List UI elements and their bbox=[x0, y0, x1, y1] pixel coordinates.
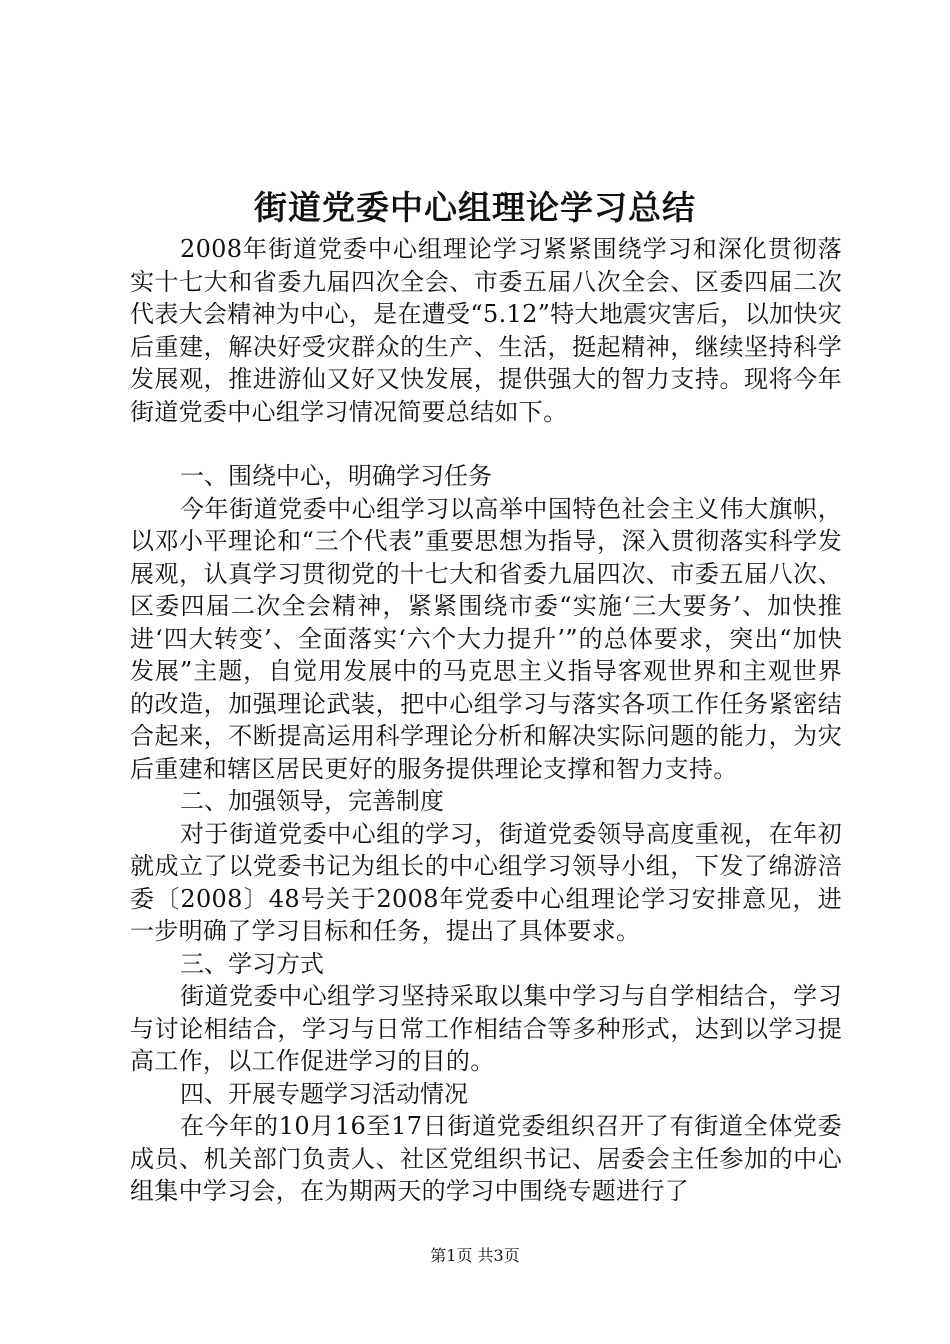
section-text-3: 街道党委中心组学习坚持采取以集中学习与自学相结合，学习与讨论相结合，学习与日常工作相结合等多种形式，达到以学习提高工作，以工作促进学习的目的。 bbox=[130, 982, 842, 1075]
section-text-4: 在今年的10月16至17日街道党委组织召开了有街道全体党委成员、机关部门负责人、社区党组织书记、居委会主任参加的中心组集中学习会，在为期两天的学习中围绕专题进行了 bbox=[130, 1112, 842, 1205]
section-text-1: 今年街道党委中心组学习以高举中国特色社会主义伟大旗帜，以邓小平理论和“三个代表”重要思想为指导，深入贯彻落实科学发展观，认真学习贯彻党的十七大和省委九届四次、市委五届八次、区委四届二次全会精神，紧紧围绕市委“实施‘三大要务’、加快推进‘四大转变’、全面落实‘六个大力提升’”的总体要求，突出“加快发展”主题，自觉用发展中的马克思主义指导客观世界和主观世界的改造，加强理论武装，把中心组学习与落实各项工作任务紧密结合起来，不断提高运用科学理论分析和解决实际问题的能力，为灾后重建和辖区居民更好的服务提供理论支撑和智力支持。 bbox=[130, 494, 842, 783]
document-body bbox=[130, 233, 842, 1208]
intro-paragraph: 2008年街道党委中心组理论学习紧紧围绕学习和深化贯彻落实十七大和省委九届四次全会、市委五届八次全会、区委四届二次代表大会精神为中心，是在遭受“5.12”特大地震灾害后，以加快灾后重建，解决好受灾群众的生产、生活，挺起精神，继续坚持科学发展观，推进游仙又好又快发展，提供强大的智力支持。现将今年街道党委中心组学习情况简要总结如下。 bbox=[130, 235, 842, 426]
section-heading-3: 三、学习方式 bbox=[180, 949, 324, 978]
section-heading-1: 一、围绕中心，明确学习任务 bbox=[180, 462, 492, 490]
section-heading-2: 二、加强领导，完善制度 bbox=[180, 787, 444, 815]
section-text-2: 对于街道党委中心组的学习，街道党委领导高度重视，在年初就成立了以党委书记为组长的中心组学习领导小组，下发了绵游涪委〔2008〕48号关于2008年党委中心组理论学习安排意见，进一步明确了学习目标和任务，提出了具体要求。 bbox=[130, 819, 842, 945]
section-heading-4: 四、开展专题学习活动情况 bbox=[180, 1079, 468, 1108]
document-title: 街道党委中心组理论学习总结 bbox=[254, 188, 696, 227]
paragraph-spacer bbox=[130, 428, 842, 460]
page-footer: 第1页 共3页 bbox=[430, 1246, 520, 1265]
